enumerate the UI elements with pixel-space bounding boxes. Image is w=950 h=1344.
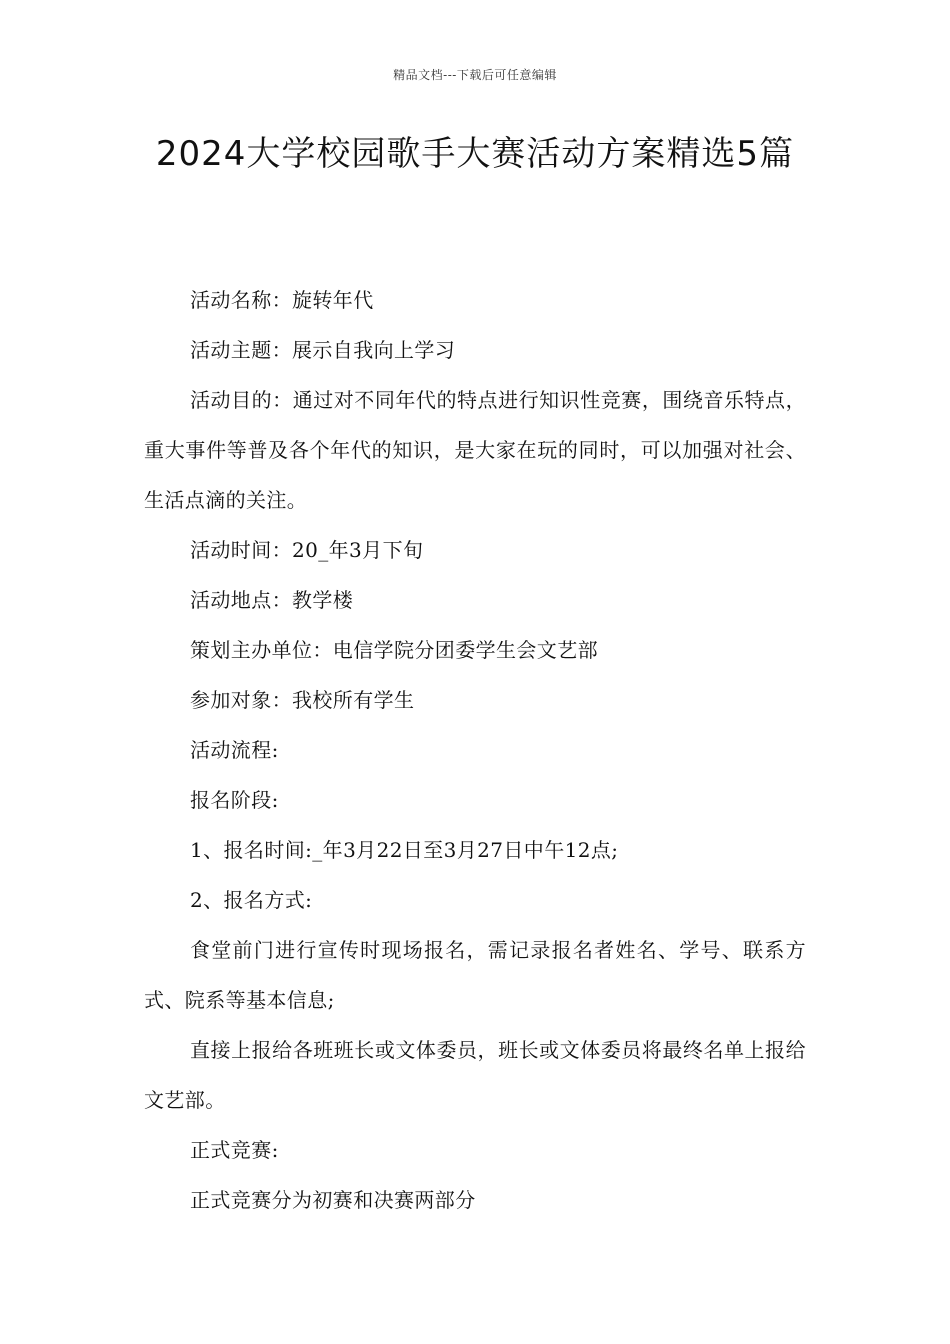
paragraph-participants: 参加对象：我校所有学生	[190, 688, 415, 712]
paragraph-onsite-registration: 食堂前门进行宣传时现场报名，需记录报名者姓名、学号、联系方式、院系等基本信息;	[144, 938, 806, 1012]
paragraph-process-heading: 活动流程:	[190, 738, 279, 762]
paragraph-activity-name: 活动名称：旋转年代	[190, 288, 374, 312]
paragraph-formal-competition: 正式竞赛:	[190, 1138, 279, 1162]
paragraph-class-registration: 直接上报给各班班长或文体委员，班长或文体委员将最终名单上报给文艺部。	[144, 1038, 806, 1112]
paragraph-competition-stages: 正式竞赛分为初赛和决赛两部分	[190, 1188, 476, 1212]
page-header: 精品文档---下载后可任意编辑	[393, 68, 557, 82]
document-title: 2024大学校园歌手大赛活动方案精选5篇	[155, 134, 795, 174]
paragraph-activity-location: 活动地点：教学楼	[190, 588, 354, 612]
paragraph-registration-stage: 报名阶段:	[190, 788, 279, 812]
document-body	[144, 275, 806, 1225]
paragraph-registration-time: 1、报名时间:_年3月22日至3月27日中午12点;	[190, 838, 619, 862]
paragraph-activity-time: 活动时间：20_年3月下旬	[190, 538, 424, 562]
paragraph-activity-theme: 活动主题：展示自我向上学习	[190, 338, 456, 362]
paragraph-registration-method: 2、报名方式:	[190, 888, 313, 912]
paragraph-activity-purpose: 活动目的：通过对不同年代的特点进行知识性竞赛，围绕音乐特点，重大事件等普及各个年代的知识，是大家在玩的同时，可以加强对社会、生活点滴的关注。	[144, 388, 806, 512]
paragraph-organizer: 策划主办单位：电信学院分团委学生会文艺部	[190, 638, 598, 662]
